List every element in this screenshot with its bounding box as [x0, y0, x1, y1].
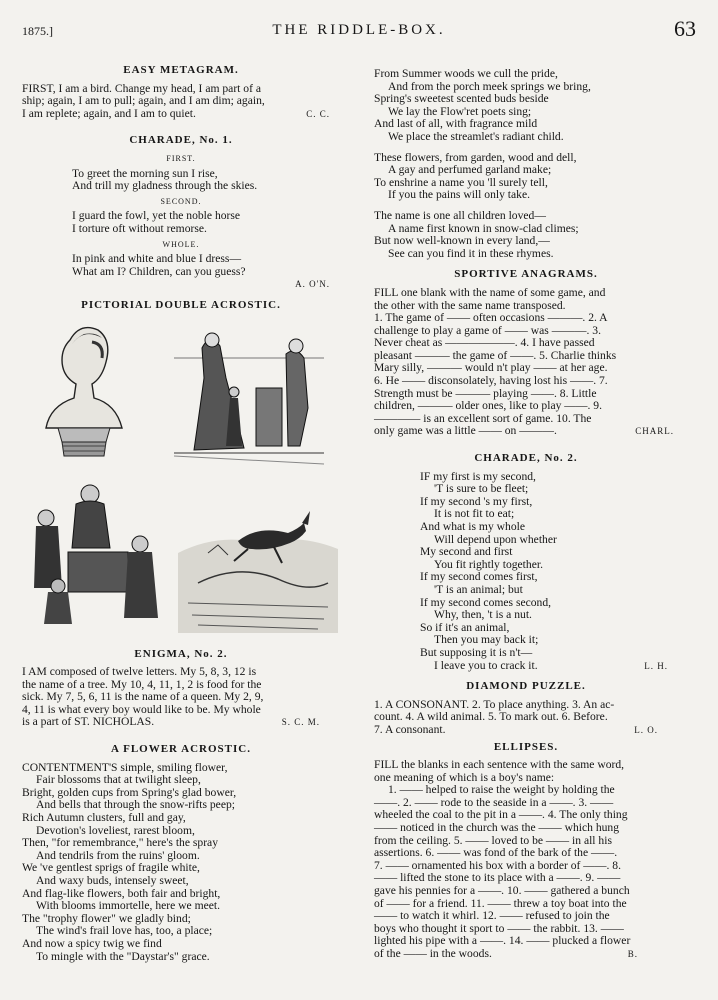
poem-line: The "trophy flower" we gladly bind;: [22, 911, 191, 925]
enigma-last-row: [22, 716, 340, 729]
poem-line: And flag-like flowers, both fair and bright,: [22, 886, 221, 900]
poem-line: I guard the fowl, yet the noble horse: [72, 209, 241, 223]
poem-line: And last of all, with fragrance mild: [374, 117, 538, 131]
anagram-line: children, ——— older ones, like to play ——. 9.: [374, 399, 602, 413]
charade1-second: [22, 210, 340, 235]
enigma-line: I AM composed of twelve letters. My 5, 8, 3, 12 is: [22, 665, 257, 679]
diamond-last-row: [374, 724, 678, 737]
poem-line: 'T is an animal; but: [434, 582, 523, 596]
poem-line: My second and first: [420, 545, 513, 559]
poem-line: You fit rightly together.: [434, 557, 543, 571]
poem-line: Rich Autumn clusters, full and gay,: [22, 811, 186, 825]
header-date: 1875.]: [22, 24, 53, 38]
poem-line: But now well-known in every land,—: [374, 234, 550, 248]
poem-line: What am I? Children, can you guess?: [72, 264, 246, 278]
anagram-line: pleasant ——— the game of ——. 5. Charlie thinks: [374, 348, 617, 362]
anagrams-title: SPORTIVE ANAGRAMS.: [454, 268, 598, 281]
poem-line: A name first known in snow-clad climes;: [388, 221, 579, 235]
enigma-title: ENIGMA, No. 2.: [134, 647, 228, 660]
metagram-line: I am replete; again, and I am to quiet.: [22, 106, 196, 120]
ellipses-line: —— lifted the stone to its place with a ——. 9. ——: [374, 871, 621, 885]
metagram-signature: C. C.: [306, 108, 330, 119]
charade1-first-label: FIRST.: [166, 153, 196, 163]
poem-line: But supposing it is n't—: [420, 645, 533, 659]
ellipses-line: wheeled the coal to the pit in a ——. 4. The only thing: [374, 808, 628, 822]
charade1-second-label: SECOND.: [160, 196, 202, 206]
poem-line: Fair blossoms that at twilight sleep,: [36, 773, 201, 787]
left-column: [22, 64, 340, 963]
poem-line: We 've gentlest sprigs of fragile white,: [22, 861, 200, 875]
flower-acrostic-poem: [22, 762, 340, 964]
enigma-line: is a part of ST. NICHOLAS.: [22, 715, 155, 729]
poem-line: If my second comes second,: [420, 595, 552, 609]
poem-line: 'T is sure to be fleet;: [434, 482, 529, 496]
poem-line: CONTENTMENT'S simple, smiling flower,: [22, 760, 228, 774]
poem-line: If you the pains will only take.: [388, 188, 530, 202]
ellipses-line: lighted his pipe with a ——. 14. —— plucked a flower: [374, 934, 631, 948]
poem-line: We lay the Flow'ret poets sing;: [388, 104, 532, 118]
poem-line: See can you find it in these rhymes.: [388, 246, 554, 260]
anagram-line: only game was a little —— on ———.: [374, 424, 557, 438]
ellipses-line: FILL the blanks in each sentence with the same word,: [374, 758, 625, 772]
diamond-text: [374, 699, 678, 737]
bust-illustration: [32, 320, 132, 465]
metagram-last-row: [22, 108, 340, 121]
charade1-signature: A. O'N.: [295, 279, 330, 290]
charade2-signature: L. H.: [644, 660, 668, 671]
poem-line: I leave you to crack it.: [434, 658, 538, 672]
poem-line: Bright, golden cups from Spring's glad bower,: [22, 785, 237, 799]
poem-line: Then, "for remembrance," here's the spray: [22, 836, 219, 850]
poem-line: In pink and white and blue I dress—: [72, 252, 242, 266]
charade2-title: CHARADE, No. 2.: [474, 452, 578, 465]
page-number: 63: [674, 16, 696, 41]
poem-line: And bells that through the snow-rifts peep;: [36, 798, 235, 812]
metagram-title: EASY METAGRAM.: [123, 64, 239, 76]
pictorial-title: PICTORIAL DOUBLE ACROSTIC.: [81, 298, 281, 311]
right-column: [374, 68, 678, 961]
ellipses-text: [374, 759, 678, 961]
enigma-line: the name of a tree. My 10, 4, 11, 1, 2 is food for the: [22, 677, 262, 691]
anagrams-signature: CHARL.: [635, 426, 674, 437]
poem-line: With blooms immortelle, here we meet.: [36, 899, 221, 913]
poem-line: And what is my whole: [420, 520, 525, 533]
charade1-whole-label: WHOLE.: [162, 239, 200, 249]
enigma-line: sick. My 7, 5, 6, 11 is the name of a queen. My 2, 9,: [22, 690, 264, 704]
ellipses-line: gave his pennies for a ——. 10. —— gathered a bunch: [374, 884, 630, 898]
charade1-title: CHARADE, No. 1.: [129, 134, 233, 147]
ellipses-line: boys who thought it sport to —— the rabbit. 13. ——: [374, 921, 624, 935]
poem-line: IF my first is my second,: [420, 469, 536, 483]
page-title: THE RIDDLE-BOX.: [272, 22, 446, 38]
charade2-last-row: [420, 660, 678, 673]
hare-scene-illustration: [178, 483, 338, 633]
charade1-first: [22, 168, 340, 193]
anagram-line: Strength must be ——— playing ——. 8. Little: [374, 386, 597, 400]
ellipses-line: —— noticed in the church was the —— which hung: [374, 821, 620, 835]
diamond-line: 1. A CONSONANT. 2. To place anything. 3. An ac-: [374, 697, 615, 711]
flower-acrostic-title: A FLOWER ACROSTIC.: [111, 743, 251, 756]
poem-line: The wind's frail love has, too, a place;: [36, 924, 213, 938]
poem-line: These flowers, from garden, wood and dell,: [374, 150, 577, 164]
anagrams-last-row: [374, 425, 678, 438]
poem-line: So if it's an animal,: [420, 620, 510, 634]
diamond-title: DIAMOND PUZZLE.: [466, 680, 586, 693]
poem-line: To mingle with the "Daystar's" grace.: [36, 949, 210, 963]
poem-line: I torture oft without remorse.: [72, 221, 207, 235]
poem-line: It is not fit to eat;: [434, 507, 515, 521]
ellipses-line: of the —— in the woods.: [374, 947, 492, 960]
poem-line: And trill my gladness through the skies.: [72, 179, 258, 193]
ellipses-signature: B.: [627, 949, 638, 959]
poem-line: Then you may back it;: [434, 633, 539, 647]
poem-line: And now a spicy twig we find: [22, 936, 162, 950]
enigma-signature: S. C. M.: [281, 717, 320, 728]
poem-line: Why, then, 't is a nut.: [434, 608, 532, 622]
ellipses-line: 7. —— ornamented his box with a border of ——. 8.: [374, 858, 621, 872]
diamond-signature: L. O.: [634, 724, 658, 735]
charade1-whole: [22, 253, 340, 278]
poem-line: And tendrils from the ruins' gloom.: [36, 848, 200, 862]
anagram-line: the other with the same name transposed.: [374, 298, 566, 312]
anagram-line: Never cheat as ——————. 4. I have passed: [374, 336, 595, 350]
ellipses-line: assertions. 6. —— was fond of the bark of the ——.: [374, 846, 618, 860]
poem-line: If my second 's my first,: [420, 494, 533, 508]
anagram-line: ———— is an excellent sort of game. 10. The: [374, 411, 592, 425]
metagram-text: [22, 83, 340, 121]
poem-line: A gay and perfumed garland make;: [388, 163, 552, 177]
group-scene-illustration: [28, 478, 168, 628]
flower-acrostic-continued: [374, 68, 678, 260]
ellipses-line: from the ceiling. 5. —— loved to be —— in all his: [374, 833, 612, 847]
ellipses-line: 1. —— helped to raise the weight by holding the: [388, 783, 615, 797]
metagram-line: FIRST, I am a bird. Change my head, I am part of a: [22, 81, 262, 95]
enigma-text: [22, 666, 340, 729]
poem-line: If my second comes first,: [420, 570, 538, 584]
diamond-line: 7. A consonant.: [374, 722, 446, 736]
charade2-poem: [374, 471, 678, 673]
poem-line: Devotion's loveliest, rarest bloom,: [36, 823, 195, 837]
anagram-line: challenge to play a game of —— was ———. 3.: [374, 323, 601, 337]
poem-line: To greet the morning sun I rise,: [72, 166, 218, 180]
ellipses-line: ——. 2. —— rode to the seaside in a ——. 3. ——: [374, 795, 614, 809]
poem-line: The name is one all children loved—: [374, 208, 546, 222]
ellipses-last-row: [374, 948, 678, 961]
anagram-line: 6. He —— disconsolately, having lost his ——. 7.: [374, 374, 608, 388]
poem-line: We place the streamlet's radiant child.: [388, 129, 564, 143]
poem-line: And from the porch meek springs we bring,: [388, 79, 591, 93]
poem-line: To enshrine a name you 'll surely tell,: [374, 175, 548, 189]
poem-line: From Summer woods we cull the pride,: [374, 67, 558, 80]
ellipses-line: one meaning of which is a boy's name:: [374, 770, 555, 784]
anagram-line: 1. The game of —— often occasions ———. 2. A: [374, 311, 608, 325]
ellipses-line: —— to watch it whirl. 12. —— refused to join the: [374, 909, 610, 923]
poem-line: Spring's sweetest scented buds beside: [374, 92, 549, 106]
anagram-line: FILL one blank with the name of some game, and: [374, 285, 606, 299]
poem-line: Will depend upon whether: [434, 532, 557, 546]
metagram-line: ship; again, I am to pull; again, and I am dim; again,: [22, 94, 265, 108]
acrostic-illustrations: [22, 318, 340, 638]
ellipses-title: ELLIPSES.: [493, 740, 559, 753]
poem-line: And waxy buds, intensely sweet,: [36, 874, 189, 887]
ellipses-line: of —— for a friend. 11. —— threw a toy boat into the: [374, 896, 627, 910]
diamond-line: count. 4. A wild animal. 5. To mark out. 6. Before.: [374, 710, 608, 724]
enigma-line: 4, 11 is what every boy would like to be. My whole: [22, 702, 261, 716]
shop-scene-illustration: [174, 318, 334, 468]
anagram-line: Mary silly, ——— would n't play —— at her age.: [374, 361, 608, 375]
anagrams-text: [374, 287, 678, 438]
